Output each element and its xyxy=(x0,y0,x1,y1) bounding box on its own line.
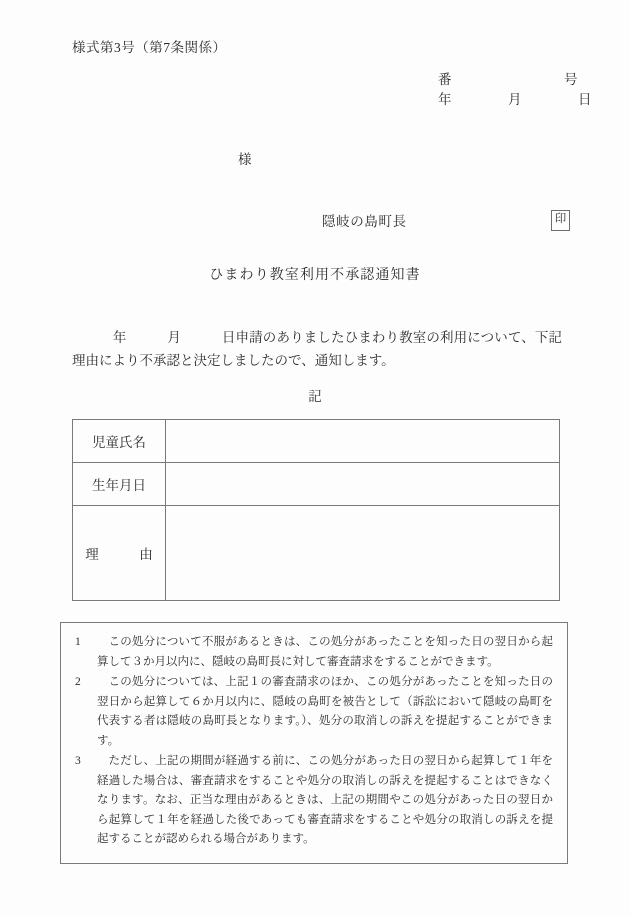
reason-value[interactable] xyxy=(166,506,560,601)
seal-stamp-icon: 印 xyxy=(551,210,570,231)
notice-item-number: 3 xyxy=(75,755,81,767)
list-item xyxy=(73,633,553,672)
child-name-value[interactable] xyxy=(166,420,560,463)
table-row xyxy=(73,420,560,463)
reason-label: 理 由 xyxy=(73,506,166,601)
table-row xyxy=(73,506,560,601)
notice-item-text: ただし、上記の期間が経過する前に、この処分があった日の翌日から起算して１年を経過した場合は、審査請求をすることや処分の取消しの訴えを提起することはできなくなります。なお、正当な理由があるときは、上記の期間やこの処分があった日の翌日から起算して１年を経過した後であっても審査請求をすることや処分の取消しの訴えを提起することが認められる場合があります。 xyxy=(97,755,553,845)
notice-item-text: この処分については、上記１の審査請求のほか、この処分があったことを知った日の翌日から起算して６か月以内に、隠岐の島町を被告として（訴訟において隠岐の島町を代表する者は隠岐の島町長となります。）、処分の取消しの訴えを提起することができます。 xyxy=(97,676,553,747)
body-paragraph: 年 月 日申請のありましたひまわり教室の利用について、下記理由により不承認と決定しましたので、通知します。 xyxy=(72,330,562,368)
entry-table xyxy=(72,419,560,601)
issuer-name: 隠岐の島町長 xyxy=(322,214,407,229)
notice-item-number: 2 xyxy=(75,676,81,688)
notice-item-number: 1 xyxy=(75,636,81,648)
appeal-notice-box xyxy=(60,622,568,864)
notice-item-text: この処分について不服があるときは、この処分があったことを知った日の翌日から起算して３か月以内に、隠岐の島町長に対して審査請求をすることができます。 xyxy=(97,636,553,668)
issuer-line xyxy=(322,208,570,232)
document-number-label: 番 号 xyxy=(438,72,578,87)
list-item xyxy=(73,752,553,850)
birth-date-value[interactable] xyxy=(166,463,560,506)
birth-date-label: 生年月日 xyxy=(73,463,166,506)
addressee-honorific: 様 xyxy=(238,152,252,167)
document-date-label: 年 月 日 xyxy=(438,92,592,107)
table-row xyxy=(73,463,560,506)
list-item xyxy=(73,673,553,751)
page-title: ひまわり教室利用不承認通知書 xyxy=(209,268,421,283)
child-name-label: 児童氏名 xyxy=(73,420,166,463)
ki-marker: 記 xyxy=(308,389,322,404)
form-code-label: 様式第3号（第7条関係） xyxy=(72,40,227,55)
document-number-block xyxy=(438,70,592,110)
